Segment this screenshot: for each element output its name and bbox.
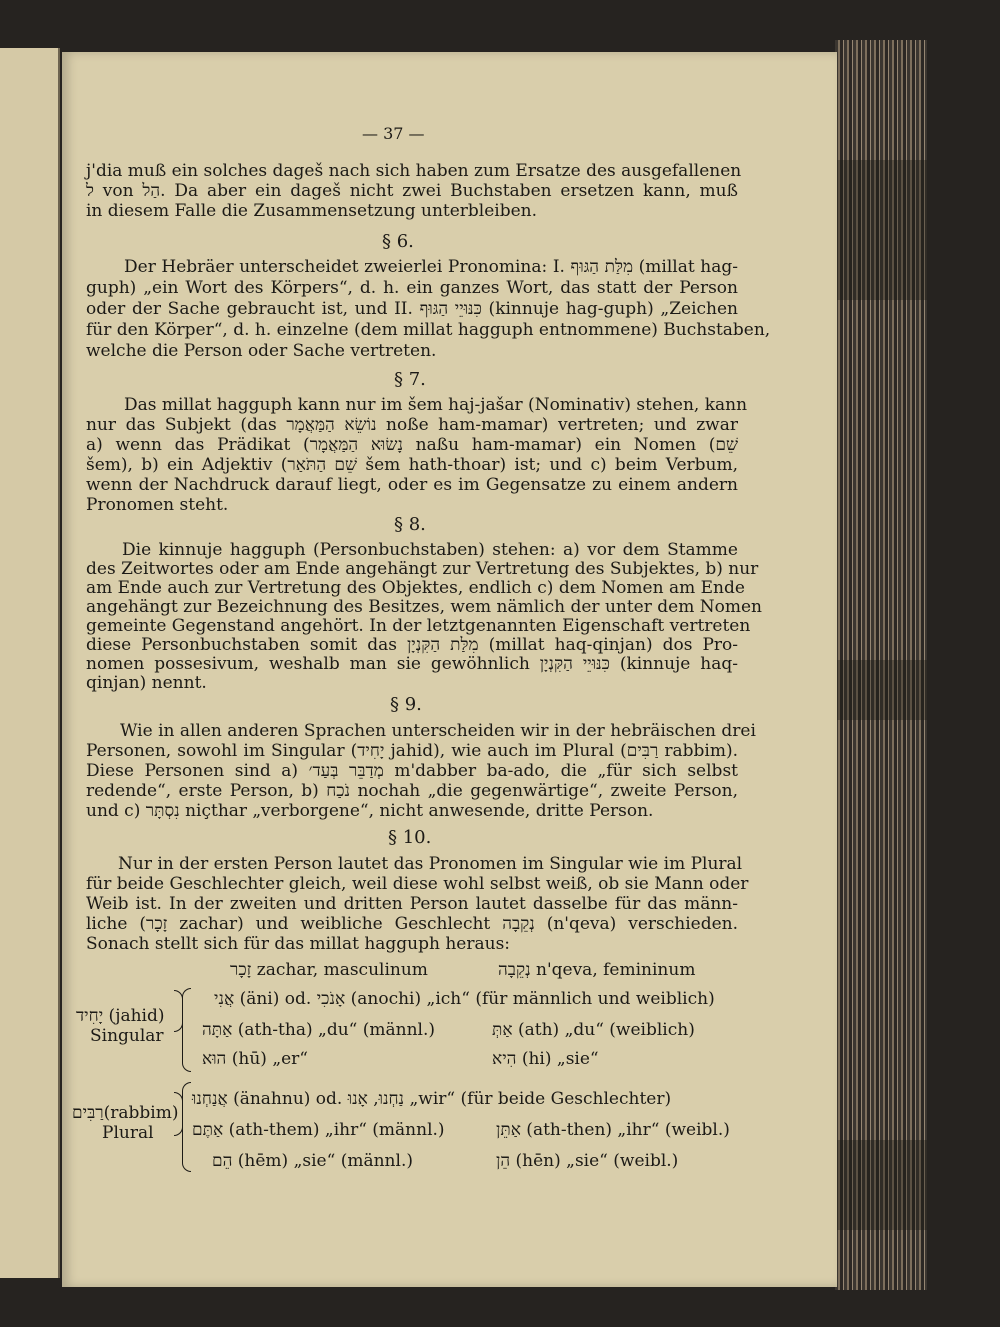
paragraph-line: Die kinnuje hagguph (Personbuchstaben) stehen: a) vor dem Stamme — [122, 540, 738, 560]
pronoun-pl2-masc: אַתֶּם (ath-them) „ihr“ (männl.) — [192, 1120, 445, 1140]
paragraph-line: welche die Person oder Sache vertreten. — [86, 341, 437, 361]
section-heading: § 8. — [394, 514, 426, 535]
intro-line: j'dia muß ein solches dageš nach sich haben zum Ersatze des ausgefallenen — [86, 161, 742, 181]
section-heading: § 7. — [394, 369, 426, 390]
pronoun-sg2-masc: אַתָּה (ath-tha) „du“ (männl.) — [202, 1020, 435, 1040]
singular-brace — [182, 988, 191, 1072]
paragraph-line: diese Personbuchstaben somit das מִלַּת הַקִּנְיָן (millat haq-qinjan) dos Pro- — [86, 635, 738, 655]
paragraph-line: des Zeitwortes oder am Ende angehängt zur Vertretung des Subjektes, b) nur — [86, 559, 759, 579]
singular-label: Singular — [90, 1026, 164, 1046]
pronoun-sg1: אֲנִי (äni) od. אָנֹכִי (anochi) „ich“ (für männlich und weiblich) — [214, 989, 715, 1009]
paragraph-line: gemeinte Gegenstand angehört. In der letztgenannten Eigenschaft vertreten — [86, 616, 751, 636]
pronoun-pl3-fem: הֵן (hēn) „sie“ (weibl.) — [496, 1151, 679, 1171]
pronoun-sg2-fem: אַתְּ (ath) „du“ (weiblich) — [492, 1020, 695, 1040]
intro-line: ל von הַל. Da aber ein dageš nicht zwei Buchstaben ersetzen kann, muß — [86, 181, 738, 201]
paragraph-line: nur das Subjekt (das נוֹשֵׂא הַמַּאֲמָר noße ham-mamar) vertreten; und zwar — [86, 415, 738, 435]
paragraph-line: šem), b) ein Adjektiv (שֵׁם הַתֹּאַר šem hath-thoar) ist; und c) beim Verbum, — [86, 455, 738, 475]
paragraph-line: Weib ist. In der zweiten und dritten Person lautet dasselbe für das männ- — [86, 894, 738, 914]
pronoun-sg3-masc: הוּא (hū) „er“ — [202, 1049, 308, 1069]
paragraph-line: a) wenn das Prädikat (נָשׂוּא הַמַּאֲמָר naßu ham-mamar) ein Nomen (שֵׁם — [86, 435, 738, 455]
paragraph-line: redende“, erste Person, b) נֹכַח nochah „die gegenwärtige“, zweite Person, — [86, 781, 739, 801]
section-heading: § 10. — [388, 827, 432, 848]
book-page — [62, 52, 837, 1287]
paragraph-line: Wie in allen anderen Sprachen unterscheiden wir in der hebräischen drei — [120, 721, 756, 741]
paragraph-line: wenn der Nachdruck darauf liegt, oder es im Gegensatze zu einem andern — [86, 475, 738, 495]
paragraph-line: Das millat hagguph kann nur im šem haj-jašar (Nominativ) stehen, kann — [124, 395, 748, 415]
paragraph-line: liche (זָכָר zachar) und weibliche Geschlecht נְקֵבָה (n'qeva) verschieden. — [86, 914, 738, 934]
table-header-feminine: נְקֵבָה n'qeva, femininum — [498, 960, 696, 980]
page-number: — 37 — — [362, 124, 425, 143]
table-header-masculine: זָכָר zachar, masculinum — [230, 960, 428, 980]
singular-label: יָחִיד (jahid) — [76, 1006, 165, 1026]
book-edge — [835, 40, 927, 1290]
plural-label: Plural — [102, 1123, 154, 1143]
pronoun-pl2-fem: אַתֵּן (ath-then) „ihr“ (weibl.) — [496, 1120, 730, 1140]
paragraph-line: Personen, sowohl im Singular (יָחִיד jahid), wie auch im Plural (רַבִּים rabbim). — [86, 741, 738, 761]
paragraph-line: angehängt zur Bezeichnung des Besitzes, wem nämlich der unter dem Nomen — [86, 597, 762, 617]
paragraph-line: nomen possesivum, weshalb man sie gewöhnlich כִּנּוּיֵי הַקִּנְיָן (kinnuje haq- — [86, 654, 738, 674]
paragraph-line: für beide Geschlechter gleich, weil diese wohl selbst weiß, ob sie Mann oder — [86, 874, 749, 894]
pronoun-pl1: אֲנַחְנוּ (änahnu) od. נַחְנוּ, אָנוּ „wir“ (für beide Geschlechter) — [192, 1089, 672, 1109]
paragraph-line: oder der Sache gebraucht ist, und II. כִּנּוּיֵי הַגּוּף (kinnuje hag-guph) „Zeichen — [86, 299, 739, 319]
section-heading: § 9. — [390, 694, 422, 715]
pronoun-pl3-masc: הֵם (hēm) „sie“ (männl.) — [212, 1151, 413, 1171]
paragraph-line: Sonach stellt sich für das millat hagguph heraus: — [86, 934, 511, 954]
plural-brace — [182, 1082, 191, 1172]
paragraph-line: am Ende auch zur Vertretung des Objektes, endlich c) dem Nomen am Ende — [86, 578, 745, 598]
paragraph-line: für den Körper“, d. h. einzelne (dem millat hagguph entnommene) Buchstaben, — [86, 320, 771, 340]
paragraph-line: und c) נִסְתָּר niçthar „verborgene“, nicht anwesende, dritte Person. — [86, 801, 654, 821]
pronoun-sg3-fem: הִיא (hi) „sie“ — [492, 1049, 599, 1069]
paragraph-line: Pronomen steht. — [86, 495, 229, 515]
paragraph-line: qinjan) nennt. — [86, 673, 207, 693]
paragraph-line: Nur in der ersten Person lautet das Pronomen im Singular wie im Plural — [118, 854, 743, 874]
paragraph-line: Der Hebräer unterscheidet zweierlei Pronomina: I. מִלַּת הַגּוּף (millat hag- — [124, 257, 738, 277]
section-heading: § 6. — [382, 231, 414, 252]
paragraph-line: guph) „ein Wort des Körpers“, d. h. ein ganzes Wort, das statt der Person — [86, 278, 738, 298]
paragraph-line: Diese Personen sind a) מְדַבֵּר בְּעַד׳ m'dabber ba-ado, die „für sich selbst — [86, 761, 738, 781]
intro-line: in diesem Falle die Zusammensetzung unterbleiben. — [86, 201, 538, 221]
plural-label: רַבִּים(rabbim) — [72, 1103, 179, 1123]
left-page-edge — [0, 48, 60, 1278]
